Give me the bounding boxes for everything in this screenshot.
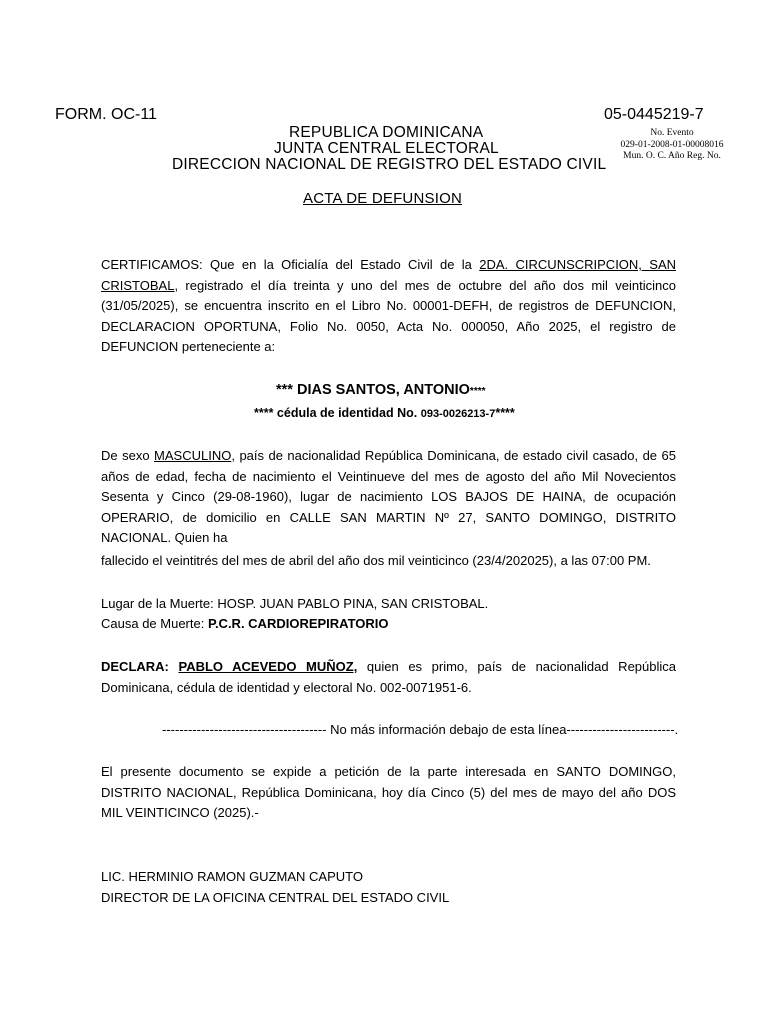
cedula-suffix: **** <box>495 406 515 420</box>
deceased-name-line <box>0 382 768 398</box>
certification-paragraph <box>101 255 676 358</box>
certification-lead: CERTIFICAMOS: Que en la Oficialía del Estado Civil de la <box>101 257 480 272</box>
deceased-cedula-line <box>0 406 768 420</box>
deceased-suffix: **** <box>469 386 486 397</box>
evento-label: No. Evento <box>650 128 694 138</box>
declarant-label: DECLARA: <box>101 659 169 674</box>
closing-paragraph: El presente documento se expide a petición de la parte interesada en SANTO DOMINGO, DISTRITO NACIONAL, República Dominicana, hoy día Cinco (5) del mes de mayo del año DOS MIL VEINTICINCO (2025).- <box>101 764 676 820</box>
declarant-paragraph <box>101 657 676 698</box>
cedula-number: 093-0026213-7 <box>420 408 496 420</box>
deceased-name: DIAS SANTOS, ANTONIO <box>296 382 470 398</box>
declarant-name: PABLO ACEVEDO MUÑOZ, <box>178 659 358 674</box>
cause-label: Causa de Muerte: <box>101 616 208 631</box>
deceased-prefix: *** <box>276 382 297 398</box>
cause-value: P.C.R. CARDIOREPIRATORIO <box>207 616 389 631</box>
header-directorate: DIRECCION NACIONAL DE REGISTRO DEL ESTADO CIVIL <box>172 156 607 173</box>
deceased-sex: MASCULINO <box>154 448 232 463</box>
evento-number: 029-01-2008-01-00008016 <box>620 139 724 150</box>
cedula-prefix: **** cédula de identidad No. <box>254 406 421 420</box>
evento-block <box>610 128 734 163</box>
document-title: ACTA DE DEFUNSION <box>303 190 462 207</box>
signer-title: DIRECTOR DE LA OFICINA CENTRAL DEL ESTADO CIVIL <box>101 890 450 905</box>
death-date-line: fallecido el veintitrés del mes de abril del año dos mil veinticinco (23/4/202025), a las 07:00 PM. <box>101 553 651 568</box>
folio-number: 05-0445219-7 <box>604 106 704 123</box>
header-country: REPUBLICA DOMINICANA <box>289 124 484 141</box>
civil-office: 2DA. CIRCUNSCRIPCION, SAN CRISTOBAL, <box>101 257 677 293</box>
details-paragraph <box>101 446 676 549</box>
certification-body: registrado el día treinta y uno del mes de octubre del año dos mil veinticinco (31/05/2025), se encuentra inscrito en el Libro No. 00001-DEFH, de registros de DEFUNCION, DECLARACION OPORTUNA, Folio No. 0050, Acta No. 000050, Año 2025, el registro de DEFUNCION perteneciente a: <box>101 277 676 354</box>
details-body: , país de nacionalidad República Dominicana, de estado civil casado, de 65 años de edad, fecha de nacimiento el Veintinueve del mes de agosto del año Mil Novecientos Sesenta y Cinco (29-08-1960), lugar de nacimiento LOS BAJOS DE HAINA, de ocupación OPERARIO, de domicilio en CALLE SAN MARTIN Nº 27, SANTO DOMINGO, DISTRITO NACIONAL. Quien ha <box>101 448 676 545</box>
details-lead: De sexo <box>101 448 155 463</box>
declarant-body: quien es primo, país de nacionalidad República Dominicana, cédula de identidad y electoral No. 002-0071951-6. <box>101 659 676 695</box>
form-code: FORM. OC-11 <box>55 106 157 123</box>
end-of-content-separator: -------------------------------------- No más información debajo de esta línea-------------------------. <box>162 722 679 737</box>
evento-sublabel: Mun. O. C. Año Reg. No. <box>623 151 721 161</box>
death-place: Lugar de la Muerte: HOSP. JUAN PABLO PINA, SAN CRISTOBAL. <box>101 596 489 611</box>
signer-name: LIC. HERMINIO RAMON GUZMAN CAPUTO <box>101 869 363 884</box>
header-institution: JUNTA CENTRAL ELECTORAL <box>274 140 499 157</box>
death-cause <box>101 614 389 635</box>
